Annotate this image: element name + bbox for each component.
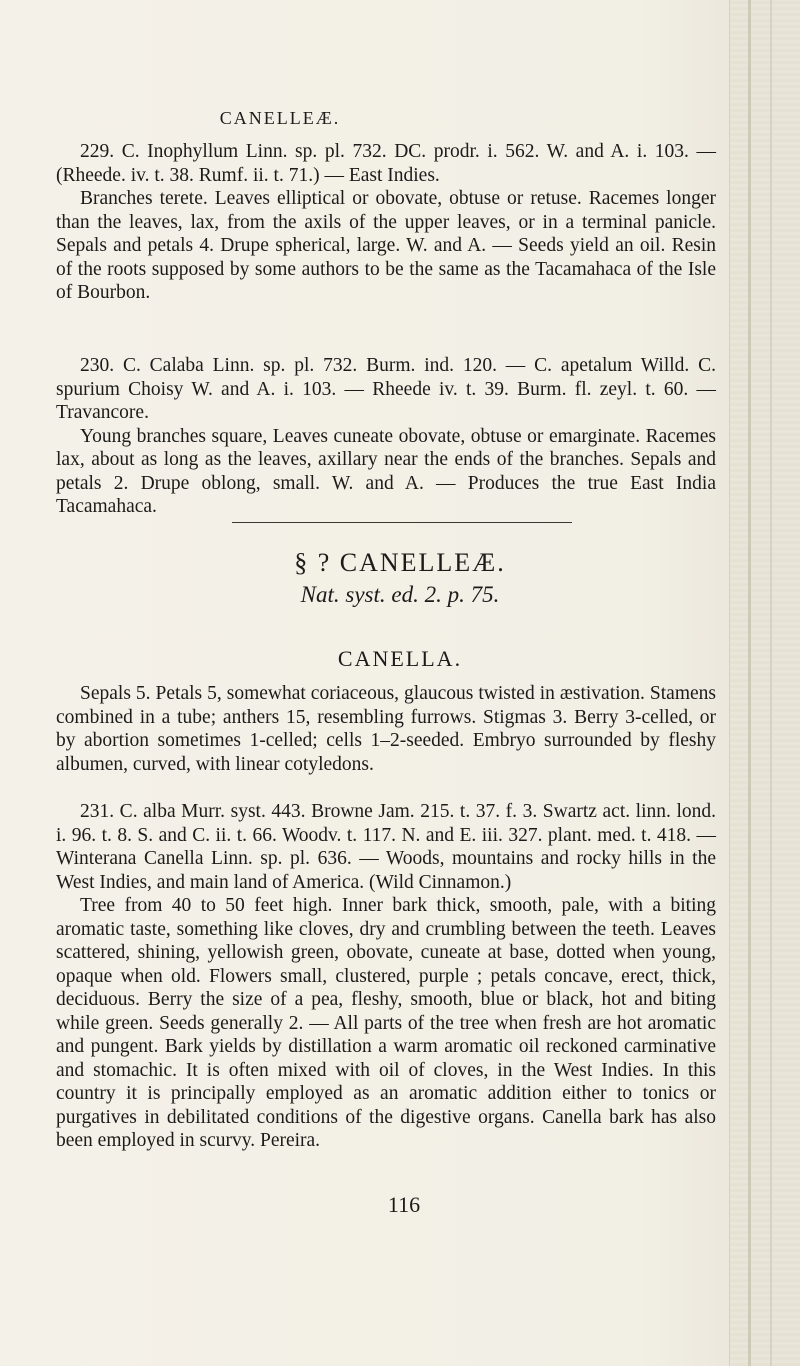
genus-description-text: Sepals 5. Petals 5, somewhat coriaceous, glaucous twisted in æstivation. Stamens combined in a tube; anthers 15, resembling furrows. Stigmas 3. Berry 3-celled, or by abortion sometimes 1-celled; cells 1–2-seeded. Embryo surrounded by fleshy albumen, curved, with linear cotyledons. [56, 683, 716, 775]
entry-230-citation: 230. C. Calaba Linn. sp. pl. 732. Burm. ind. 120. — C. apetalum Willd. C. spurium Choisy W. and A. i. 103. — Rheede iv. t. 39. Burm. fl. zeyl. t. 60. — Travancore. [56, 355, 716, 423]
entry-230 [56, 354, 716, 519]
genus-description [56, 682, 716, 776]
order-heading: § ? CANELLEÆ. [294, 548, 506, 577]
section-divider [232, 522, 572, 523]
entry-231-description: Tree from 40 to 50 feet high. Inner bark thick, smooth, pale, with a biting aromatic taste, something like cloves, dry and crumbling between the teeth. Leaves scattered, shining, yellowish green, obovate, cuneate at base, dotted when young, opaque when old. Flowers small, clustered, purple ; petals concave, erect, thick, deciduous. Berry the size of a pea, fleshy, smooth, blue or black, hot and biting while green. Seeds generally 2. — All parts of the tree when fresh are hot aromatic and pungent. Bark yields by distillation a warm aromatic oil reckoned carminative and stomachic. It is often mixed with oil of cloves, in the West Indies. In this country it is principally employed as an aromatic addition either to tonics or purgatives in debilitated conditions of the digestive organs. Canella bark has also been employed in scurvy. Pereira. [56, 895, 716, 1151]
order-reference: Nat. syst. ed. 2. p. 75. [300, 582, 500, 607]
entry-229-citation: 229. C. Inophyllum Linn. sp. pl. 732. DC. prodr. i. 562. W. and A. i. 103. — (Rheede. iv. t. 38. Rumf. ii. t. 71.) — East Indies. [56, 141, 716, 186]
entry-229 [56, 140, 716, 305]
entry-229-description: Branches terete. Leaves elliptical or obovate, obtuse or retuse. Racemes longer than the leaves, lax, from the axils of the upper leaves, or in a terminal panicle. Sepals and petals 4. Drupe spherical, large. W. and A. — Seeds yield an oil. Resin of the roots supposed by some authors to be the same as the Tacamahaca of the Isle of Bourbon. [56, 188, 716, 303]
entry-231 [56, 800, 716, 1153]
page-number: 116 [387, 1192, 421, 1217]
entry-231-citation: 231. C. alba Murr. syst. 443. Browne Jam. 215. t. 37. f. 3. Swartz act. linn. lond. i. 96. t. 8. S. and C. ii. t. 66. Woodv. t. 117. N. and E. iii. 327. plant. med. t. 418. — Winterana Canella Linn. sp. pl. 636. — Woods, mountains and rocky hills in the West Indies, and main land of America. (Wild Cinnamon.) [56, 801, 716, 893]
entry-230-description: Young branches square, Leaves cuneate obovate, obtuse or emarginate. Racemes lax, about as long as the leaves, axillary near the ends of the branches. Sepals and petals 2. Drupe oblong, small. W. and A. — Produces the true East India Tacamahaca. [56, 425, 716, 517]
book-spine-edge [729, 0, 800, 1366]
genus-heading: CANELLA. [337, 646, 463, 671]
running-head: CANELLEÆ. [219, 108, 341, 128]
